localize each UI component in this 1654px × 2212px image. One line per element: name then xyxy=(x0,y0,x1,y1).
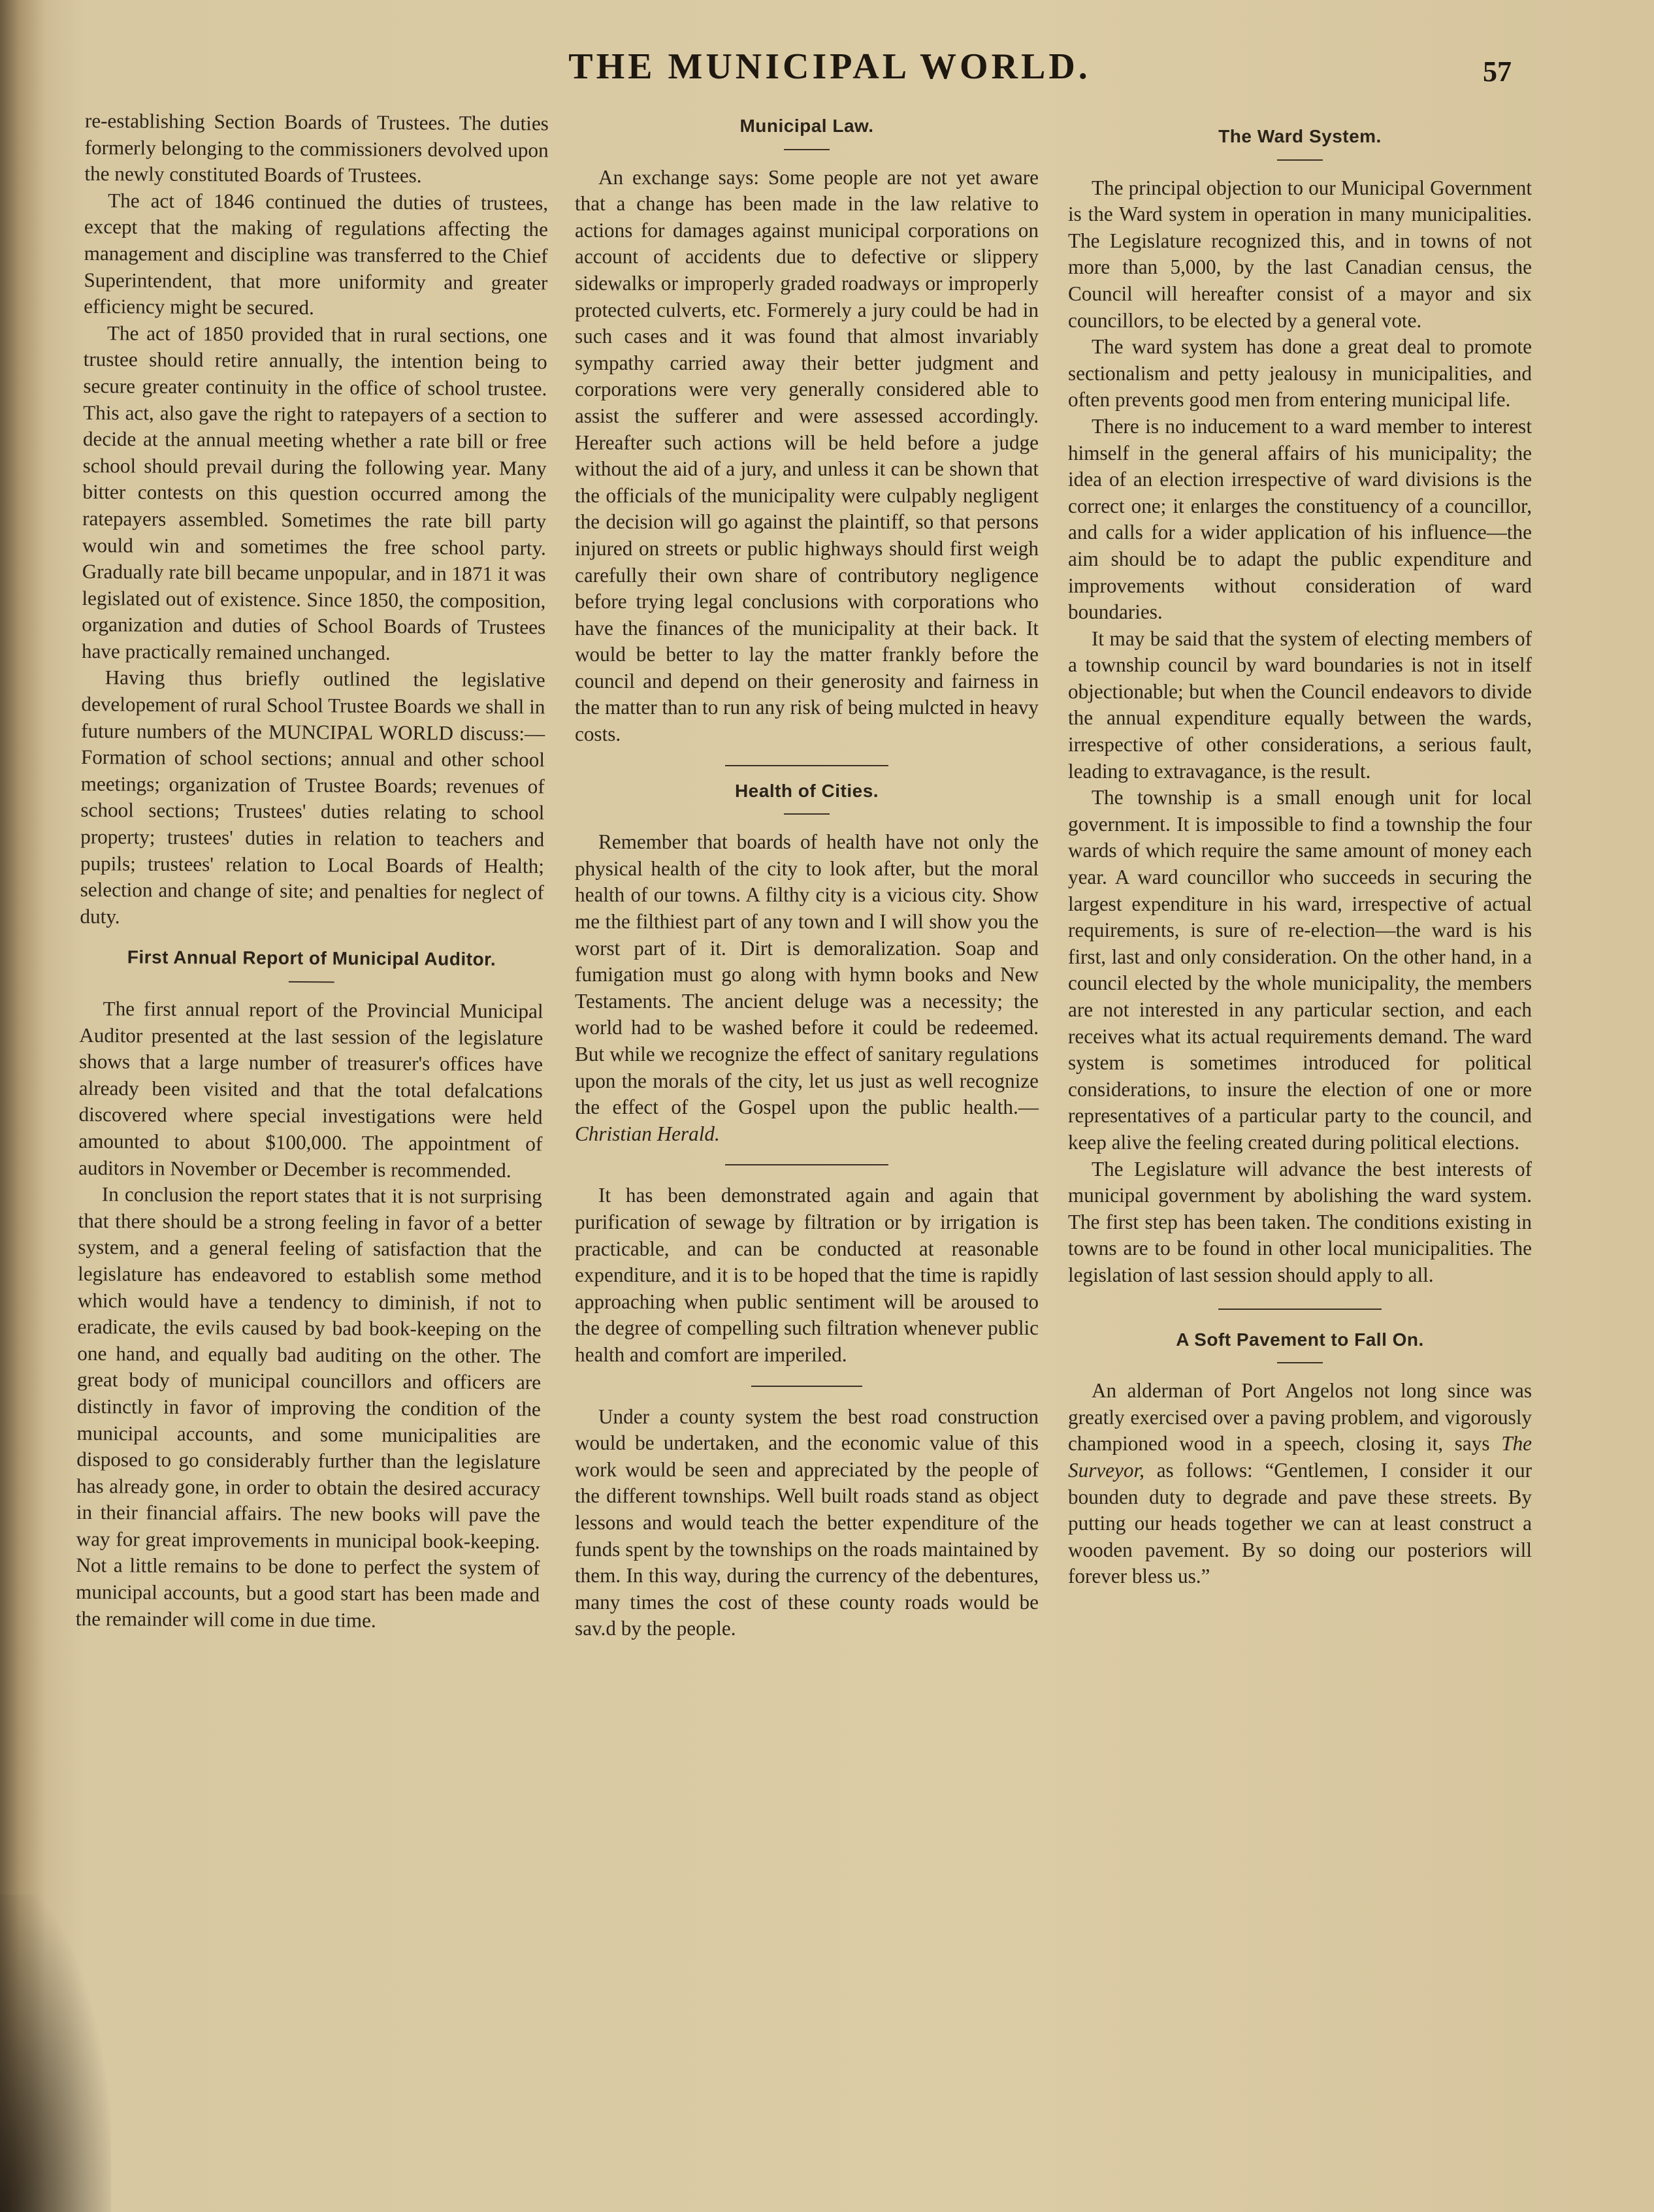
section-divider xyxy=(725,765,888,766)
source-citation: The Surveyor, xyxy=(1068,1432,1532,1482)
paragraph: re-establishing Section Boards of Trustees. The duties formerly belonging to the commissioners devolved upon the newly constituted Boards of Trustees. xyxy=(84,108,549,187)
heading-rule xyxy=(1277,1362,1323,1363)
section-heading-ward-system: The Ward System. xyxy=(1218,126,1382,146)
heading-rule xyxy=(784,149,830,150)
paragraph: Under a county system the best road construction would be undertaken, and the economic value of this work would be seen and appreciated by the people of the different townships. Well built roads stand as object lessons and would teach the better expenditure of the funds spent by the townships on the roads maintained by them. In this way, during the currency of the debentures, many times the cost of these county roads would be sav.d by the people. xyxy=(575,1405,1039,1640)
column-middle xyxy=(575,108,1039,1642)
column-left xyxy=(76,108,549,1635)
section-divider xyxy=(1218,1309,1382,1310)
paragraph: The township is a small enough unit for local government. It is impossible to find a township the four wards of which require the same amount of money each year. A ward councillor who succeeds in securing the largest expenditure in his ward, irrespective of actual requirements, is sure of re-election—the ward is his first, last and only consideration. On the other hand, in a council elected by the whole municipality, the members are not interested in any particular section, and each receives what its actual requirements demand. The ward system is sometimes introduced for political considerations, to insure the election of one or more representatives of a particular party to the council, and keep alive the feeling created during political elections. xyxy=(1068,786,1532,1154)
masthead-title: THE MUNICIPAL WORLD. xyxy=(568,46,1091,87)
paragraph: There is no inducement to a ward member to interest himself in the general affairs of his municipality; the idea of an election irrespective of ward divisions is the correct one; it enlarges the constituency of a councillor, and calls for a wider application of his influence—the aim should be to adapt the public expenditure and improvements without consideration of ward boundaries. xyxy=(1068,414,1532,624)
paragraph: It has been demonstrated again and again that purification of sewage by filtration or by irrigation is practicable, and can be conducted at reasonable expenditure, and it is to be hoped that the time is rapidly approaching when public sentiment will be aroused to the degree of compelling such filtration whenever public health and comfort are imperiled. xyxy=(575,1184,1039,1366)
section-divider xyxy=(725,1164,888,1165)
heading-rule xyxy=(289,981,334,983)
paragraph: An exchange says: Some people are not yet aware that a change has been made in the law relative to actions for damages against municipal corporations on account of accidents due to defective or slippery sidewalks or improperly graded roadways or improperly protected culverts, etc. Formerely a jury could be had in such cases and it was found that almost invariably sympathy carried away their better judgment and corporations were very generally considered able to assist the sufferer and were assessed accordingly. Hereafter such actions will be held before a judge without the aid of a jury, and unless it can be shown that the officials of the municipality were culpably negligent the decision will go against the plaintiff, so that persons injured on streets or public highways should first weigh carefully their own share of contributory negligence before trying legal conclusions with corporations who have the finances of the municipality at their back. It would be better to lay the matter frankly before the council and depend on their generosity and fairness in the matter than to run any risk of being mulcted in heavy costs. xyxy=(575,165,1039,746)
paragraph-text: An alderman of Port Angelos not long since was greatly exercised over a paving problem, and vigorously championed wood in a speech, closing it, says xyxy=(1068,1379,1532,1456)
paragraph: In conclusion the report states that it is not surprising that there should be a strong feeling in favor of a better system, and a general feeling of satisfaction that the legislature has endeavored to establish some method which would have a tendency to diminish, if not to eradicate, the evils caused by bad book-keeping on the one hand, and equally bad auditing on the other. The great body of municipal councillors and officers are distinctly in favor of improving the condition of the municipal accounts, and some municipalities are disposed to go considerably further than the legislature has already gone, in order to obtain the desired accuracy in their financial affairs. The new books will pave the way for great improvements in municipal book-keeping. Not a little remains to be done to perfect the system of municipal accounts, but a good start has been made and the remainder will come in due time. xyxy=(75,1182,542,1632)
column-right xyxy=(1068,108,1532,1590)
section-heading-auditor-report: First Annual Report of Municipal Auditor. xyxy=(127,947,496,970)
section-divider xyxy=(751,1386,862,1387)
section-heading-health-of-cities: Health of Cities. xyxy=(734,780,879,801)
paragraph: The ward system has done a great deal to promote sectionalism and petty jealousy in municipalities, and often prevents good men from entering municipal life. xyxy=(1068,335,1532,412)
page-number: 57 xyxy=(1483,56,1512,88)
paragraph: The first annual report of the Provincial Municipal Auditor presented at the last session of the legislature shows that a large number of treasurer's offices have already been visited and that the total defalcations discovered where special investigations were held amounted to about $100,000. The appointment of auditors in November or December is recommended. xyxy=(78,997,543,1182)
paragraph: The principal objection to our Municipal Government is the Ward system in operation in many municipalities. The Legislature recognized this, and in towns of not more than 5,000, by the last Canadian census, the Council will hereafter consist of a mayor and six councillors, to be elected by a general vote. xyxy=(1068,176,1532,332)
paragraph xyxy=(575,829,1039,1147)
paragraph: Having thus briefly outlined the legislative developement of rural School Trustee Boards we shall in future numbers of the MUNCIPAL WORLD discuss:—Formation of school sections; annual and other school meetings; organization of Trustee Boards; revenues of school sections; Trustees' duties relating to school property; trustees' duties in relation to teachers and pupils; trustees' relation to Local Boards of Health; selection and change of site; and penalties for neglect of duty. xyxy=(80,666,545,928)
binding-shadow xyxy=(0,1895,111,2212)
heading-rule xyxy=(784,813,830,815)
source-citation: Christian Herald. xyxy=(575,1122,720,1145)
paragraph: The Legislature will advance the best interests of municipal government by abolishing the ward system. The first step has been taken. The conditions existing in towns are to be found in other local municipalities. The legislation of last session should apply to all. xyxy=(1068,1157,1532,1286)
paragraph xyxy=(1068,1378,1532,1590)
paragraph-text: Remember that boards of health have not only the physical health of the city to look after, but the moral health of our towns. A filthy city is a vicious city. Show me the filthiest part of any town and I will show you the worst part of it. Dirt is demoralization. Soap and fumigation must go along with hymn books and New Testaments. The ancient deluge was a necessity; the world had to be washed before it could be redeemed. But while we recognize the effect of sanitary regulations upon the morals of the city, let us just as well recognize the effect of the Gospel upon the public health.— xyxy=(575,830,1039,1119)
paragraph: It may be said that the system of electing members of a township council by ward boundaries is not in itself objectionable; but when the Council endeavors to divide the annual expenditure equally between the wards, irrespective of other considerations, a serious fault, leading to extravagance, is the result. xyxy=(1068,626,1532,783)
page-header xyxy=(0,41,1654,99)
heading-rule xyxy=(1277,159,1323,161)
paragraph: The act of 1846 continued the duties of trustees, except that the making of regulations affecting the management and discipline was transferred to the Chief Superintendent, that more uniformity and greater efficiency might be secured. xyxy=(84,188,549,319)
paragraph-text: as follows: “Gentlemen, I consider it our bounden duty to degrade and pave these streets. By putting our heads together we can at least construct a wooden pavement. By so doing our posteriors will forever bless us.” xyxy=(1068,1458,1532,1588)
section-heading-municipal-law: Municipal Law. xyxy=(739,116,874,136)
section-heading-soft-pavement: A Soft Pavement to Fall On. xyxy=(1176,1329,1424,1350)
paragraph: The act of 1850 provided that in rural sections, one trustee should retire annually, the intention being to secure greater continuity in the office of school trustee. This act, also gave the right to ratepayers of a section to decide at the annual meeting whether a rate bill or free school should prevail during the following year. Many bitter contests on this question occurred among the ratepayers assembled. Sometimes the rate bill party would win and sometimes the free school party. Gradually rate bill became unpopular, and in 1871 it was legislated out of existence. Since 1850, the composition, organization and duties of School Boards of Trustees have practically remained unchanged. xyxy=(81,321,547,664)
